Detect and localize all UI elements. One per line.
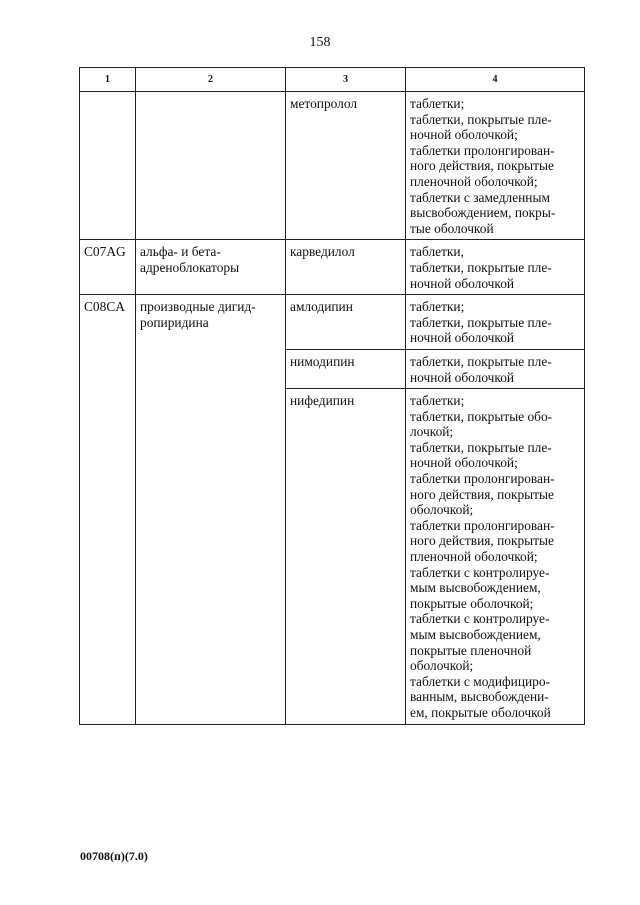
dosage-forms-cell [406, 295, 585, 350]
dosage-form-line: таблетки, покрытые пле- [410, 314, 552, 330]
dosage-form-line: ночной оболочкой [410, 369, 515, 385]
dosage-form-line: таблетки; [410, 96, 465, 111]
dosage-form-line: высвобождением, покры- [410, 205, 556, 221]
dosage-form-line: пленочной оболочкой; [410, 549, 538, 565]
dosage-form-line: таблетки, покрытые пле- [410, 353, 552, 369]
dosage-form-line: ем, покрытые оболочкой [410, 704, 551, 720]
drug-name-cell: метопролол [286, 92, 406, 240]
dosage-form-line: ного действия, покрытые [410, 158, 554, 174]
dosage-form-line: таблетки, [410, 244, 464, 260]
dosage-form-line: покрытые оболочкой; [410, 595, 534, 611]
dosage-form-line: таблетки, покрытые обо- [410, 408, 553, 424]
drug-group-line: ропиридина [140, 314, 209, 330]
drug-group-line: альфа- и бета- [140, 244, 221, 260]
dosage-form-line: ного действия, покрытые [410, 486, 554, 502]
dosage-forms-cell [406, 389, 585, 724]
dosage-form-line: таблетки; [410, 299, 465, 315]
dosage-form-line: пленочной оболочкой; [410, 173, 538, 189]
atc-code-cell: C07AG [80, 240, 136, 295]
dosage-forms-cell [406, 240, 585, 295]
dosage-form-line: таблетки, покрытые пле- [410, 439, 552, 455]
dosage-forms-cell [406, 92, 585, 240]
dosage-form-line: ночной оболочкой; [410, 127, 518, 143]
column-header-3: 3 [286, 68, 406, 92]
column-header-2: 2 [136, 68, 286, 92]
dosage-form-line: таблетки с замедленным [410, 189, 550, 205]
dosage-form-line: оболочкой; [410, 502, 474, 518]
atc-code-cell: C08CA [80, 295, 136, 724]
drug-name-cell: карведилол [286, 240, 406, 295]
dosage-form-line: ночной оболочкой; [410, 455, 518, 471]
drug-group-cell [136, 240, 286, 295]
drug-name-cell: амлодипин [286, 295, 406, 350]
dosage-form-line: ночной оболочкой [410, 330, 515, 346]
dosage-form-line: лочкой; [410, 424, 454, 440]
dosage-form-line: таблетки пролонгирован- [410, 142, 555, 158]
table-row [80, 295, 585, 350]
dosage-form-line: таблетки пролонгирован- [410, 471, 555, 487]
dosage-form-line: ночной оболочкой [410, 275, 515, 291]
drug-group-cell [136, 295, 286, 724]
table-row [80, 92, 585, 240]
table-row [80, 240, 585, 295]
page-number: 158 [309, 35, 331, 50]
drug-group-line: адреноблокаторы [140, 259, 240, 275]
dosage-form-line: таблетки; [410, 393, 465, 409]
drug-name-cell: нимодипин [286, 349, 406, 388]
dosage-form-line: ного действия, покрытые [410, 533, 554, 549]
column-header-1: 1 [80, 68, 136, 92]
header-row [80, 68, 585, 92]
dosage-form-line: оболочкой; [410, 658, 474, 674]
drug-name-cell: нифедипин [286, 389, 406, 724]
dosage-form-line: таблетки пролонгирован- [410, 517, 555, 533]
atc-code-cell [80, 92, 136, 240]
drug-group-cell [136, 92, 286, 240]
dosage-form-line: таблетки с контролируе- [410, 564, 550, 580]
dosage-form-line: мым высвобождением, [410, 580, 541, 596]
column-header-4: 4 [406, 68, 585, 92]
dosage-form-line: таблетки с контролируе- [410, 611, 550, 627]
dosage-form-line: ванным, высвобождени- [410, 689, 549, 705]
dosage-form-line: таблетки, покрытые пле- [410, 259, 552, 275]
document-code: 00708(п)(7.0) [80, 849, 148, 863]
table-body [80, 92, 585, 725]
drug-table [79, 67, 585, 725]
dosage-form-line: покрытые пленочной [410, 642, 532, 658]
dosage-form-line: таблетки, покрытые пле- [410, 111, 552, 127]
dosage-form-line: таблетки с модифициро- [410, 673, 551, 689]
dosage-form-line: тые оболочкой [410, 220, 494, 236]
dosage-form-line: мым высвобождением, [410, 627, 541, 642]
drug-group-line: производные дигид- [140, 299, 256, 315]
dosage-forms-cell [406, 349, 585, 388]
